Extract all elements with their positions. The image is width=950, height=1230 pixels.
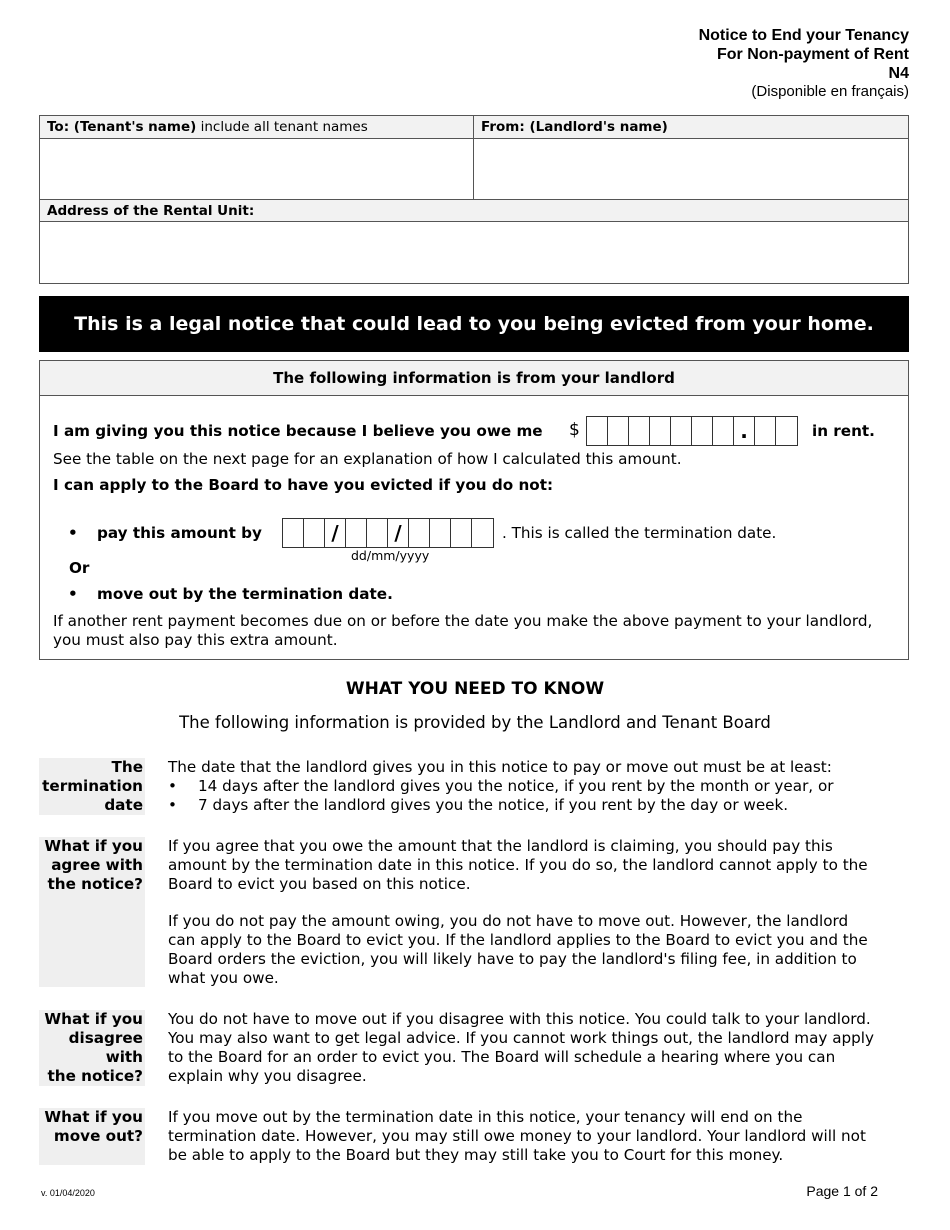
or-label: Or [69,559,90,577]
tenant-label-rest: include all tenant names [196,119,368,135]
in-rent-label: in rent. [812,422,875,440]
amount-digit[interactable] [692,417,713,445]
agree-label: What if you agree with the notice? [39,837,145,987]
termination-intro: The date that the landlord gives you in this notice to pay or move out must be at least: [168,758,832,776]
landlord-name-label: From: (Landlord's name) [474,116,908,139]
dollar-sign: $ [569,420,580,440]
move-out-info: If you move out by the termination date in this notice, your tenancy will end on the termination date. However, you may still owe money to your landlord. Your landlord will not be able to apply to the Board but they may still take you to Court for this money. [168,1108,866,1164]
amount-digit[interactable] [671,417,692,445]
know-title: WHAT YOU NEED TO KNOW [345,679,605,699]
extra-payment-note-line1: If another rent payment becomes due on or before the date you make the above payment to your landlord, [53,612,873,630]
page-number: Page 1 of 2 [806,1183,878,1199]
address-field[interactable] [40,222,908,283]
form-header [699,26,909,101]
year-digit[interactable] [451,519,472,547]
day-digit[interactable] [283,519,304,547]
pay-by-label: pay this amount by [97,524,262,542]
year-digit[interactable] [472,519,493,547]
amount-digit[interactable] [650,417,671,445]
amount-cents-digit[interactable] [755,417,776,445]
french-availability: (Disponible en français) [751,83,909,100]
date-format-hint: dd/mm/yyyy [351,548,430,563]
tenant-name-field[interactable] [40,139,473,199]
landlord-section-heading: The following information is from your landlord [40,361,908,396]
list-item: • 7 days after the landlord gives you the notice, if you rent by the day or week. [168,796,789,814]
see-table-note: See the table on the next page for an explanation of how I calculated this amount. [53,450,682,468]
month-digit[interactable] [367,519,388,547]
move-out-option: move out by the termination date. [97,585,393,603]
amount-digit[interactable] [587,417,608,445]
amount-digit[interactable] [629,417,650,445]
version-label: v. 01/04/2020 [41,1188,95,1198]
extra-payment-note-line2: you must also pay this extra amount. [53,631,338,649]
move-out-label: What if you move out? [39,1108,145,1165]
landlord-name-field[interactable] [474,139,908,199]
date-separator: / [388,519,409,547]
form-code: N4 [888,65,909,82]
year-digit[interactable] [409,519,430,547]
agree-info: If you agree that you owe the amount that the landlord is claiming, you should pay this amount by the termination date in this notice. If you do so, the landlord cannot apply to the Board to evict you based on this notice. If you do not pay the amount owing, you do not have to move out. However, the landlord can apply to the Board to evict you. If the landlord applies to the Board to evict you and the Board orders the eviction, you will likely have to pay the landlord's filing fee, in addition to what you owe. [168,837,868,987]
amount-cents-digit[interactable] [776,417,797,445]
amount-input[interactable] [586,416,798,446]
list-item: • 14 days after the landlord gives you the notice, if you rent by the month or year, or [168,777,834,795]
parties-box [39,115,909,284]
can-apply-statement: I can apply to the Board to have you evicted if you do not: [53,476,554,494]
year-digit[interactable] [430,519,451,547]
form-subtitle: For Non-payment of Rent [717,46,909,63]
tenant-name-label [40,116,474,139]
legal-notice-banner: This is a legal notice that could lead to you being evicted from your home. [39,296,909,352]
disagree-info: You do not have to move out if you disagree with this notice. You could talk to your landlord. You may also want to get legal advice. If you cannot work things out, the landlord may apply to the Board for an order to evict you. The Board will schedule a hearing where you can explain why you disagree. [168,1010,875,1085]
termination-date-input[interactable] [282,518,494,548]
disagree-label: What if you disagree with the notice? [39,1010,145,1086]
termination-date-note: . This is called the termination date. [502,524,777,542]
form-title: Notice to End your Tenancy [698,27,909,44]
know-subtitle: The following information is provided by the Landlord and Tenant Board [179,713,771,732]
termination-date-info [168,758,908,815]
landlord-info-box [39,360,909,660]
bullet: • [68,585,78,603]
decimal-point: . [740,419,748,443]
amount-digit[interactable] [608,417,629,445]
day-digit[interactable] [304,519,325,547]
decimal-point-cell [734,417,755,445]
termination-date-label: The termination date [39,758,145,815]
address-label: Address of the Rental Unit: [40,199,908,222]
owe-statement: I am giving you this notice because I believe you owe me [53,422,543,440]
tenant-label-bold: To: (Tenant's name) [47,119,197,135]
month-digit[interactable] [346,519,367,547]
date-separator: / [325,519,346,547]
amount-digit[interactable] [713,417,734,445]
bullet: • [68,524,78,542]
